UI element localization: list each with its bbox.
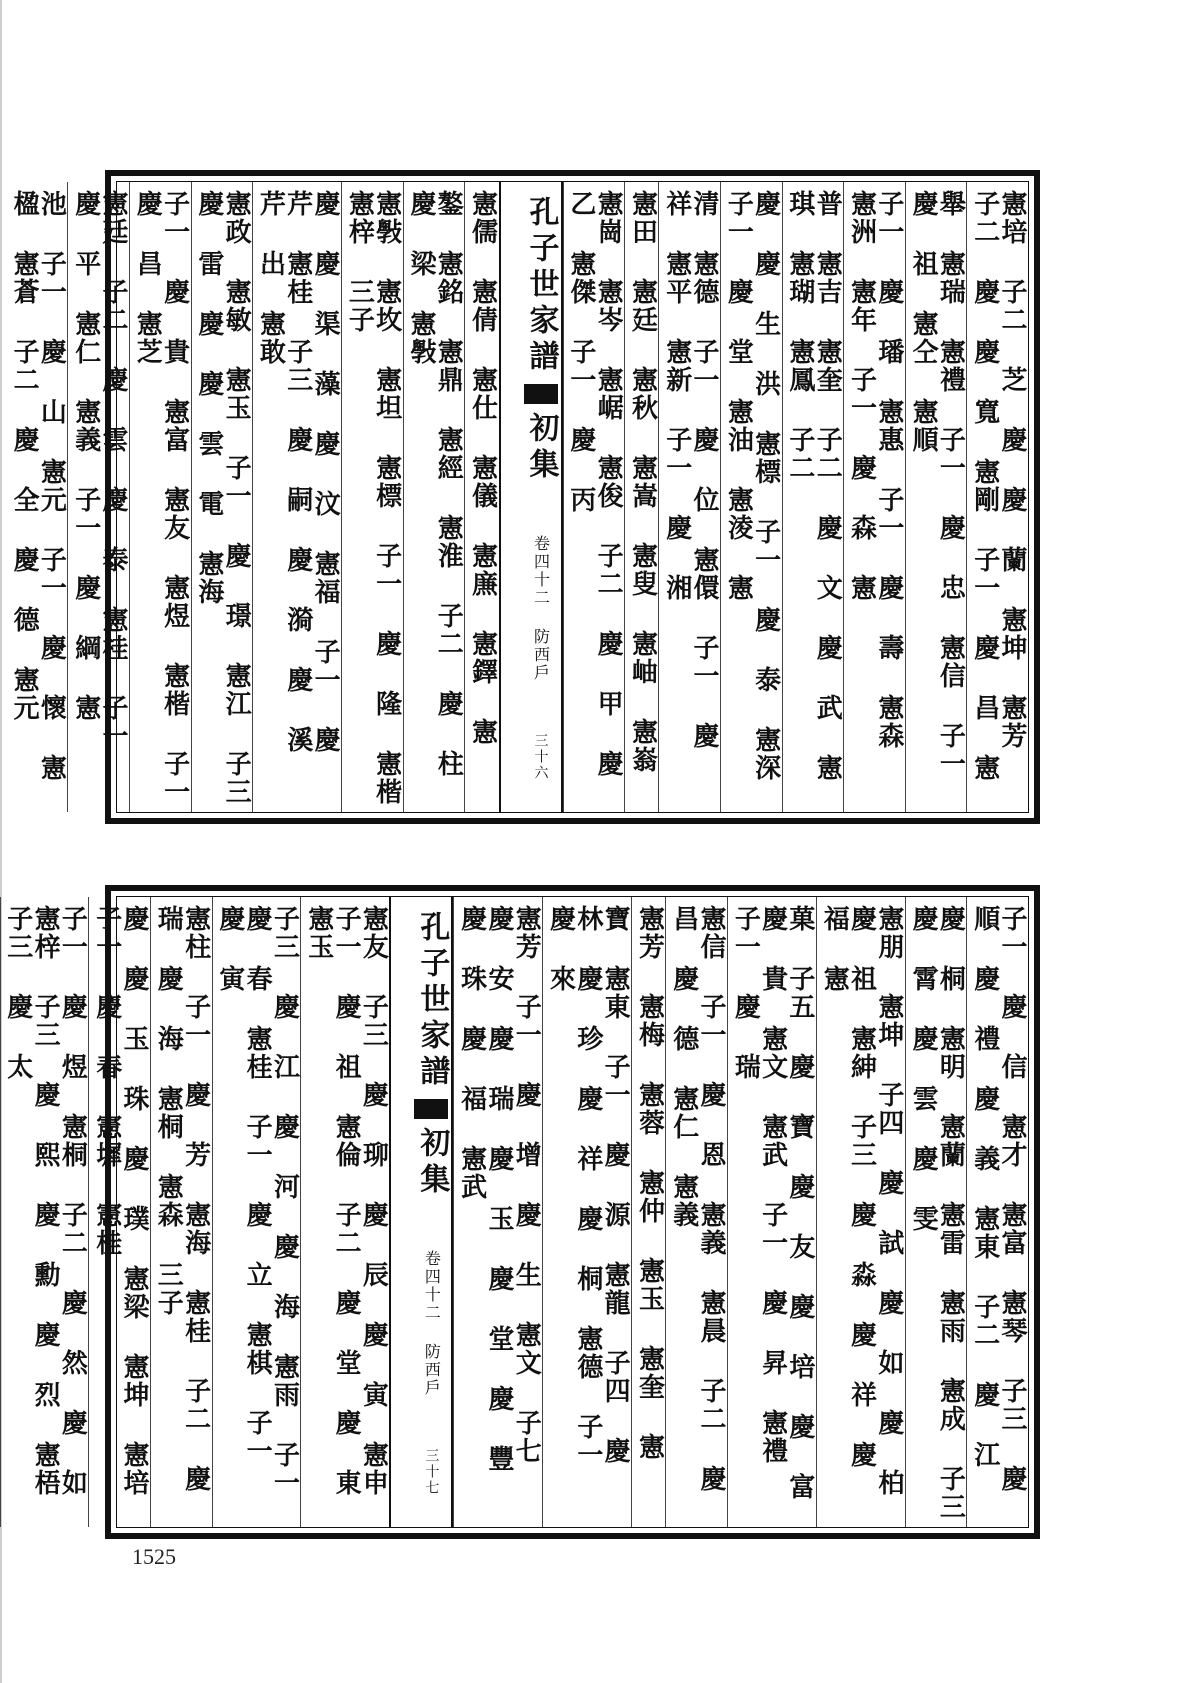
- text-column: 子一 慶 信 憲才 憲富 憲琴 子三 慶 順 慶 禮 慶 義 憲東 子二 慶 江: [966, 897, 1028, 1527]
- text-column: 憲儒 憲倩 憲仕 憲儀 憲㢘 憲鐸 憲: [464, 182, 498, 812]
- text-column: 憲斅 憲坆 憲坦 憲標 子一 慶 隆 憲楷 憲梓 三子: [341, 182, 403, 812]
- text-column: 子一 慶 貴 憲富 憲友 憲煜 憲楷 子一 慶 昌 憲芝: [129, 182, 191, 812]
- text-column: 憲廷 子二 慶 雲 慶 泰 憲桂 子一 慶 平 憲仁 憲義 子一 慶 綱 憲: [67, 182, 129, 812]
- fishtail-marker: [524, 384, 558, 404]
- text-column: 憲柱 子一 慶 芳 憲海 憲桂 子二 慶 瑞 慶 海 憲桐 憲森 三子: [150, 897, 212, 1527]
- genealogy-panel-bottom: [2, 885, 1040, 1539]
- text-column: 憲芳 子一 慶 增 慶 生 憲文 子七 慶 安 慶 瑞 慶 玉 慶 堂 慶 豐 慶 珠 慶 福 憲武: [453, 897, 542, 1527]
- text-column: 憲芳 憲梅 憲蓉 憲仲 憲玉 憲奎 憲: [631, 897, 665, 1527]
- text-column: 寶 憲東 子一 慶 源 憲龍 子四 慶 林 慶 珍 慶 祥 慶 桐 憲德 子一 慶 來: [542, 897, 631, 1527]
- text-column: 清 憲德 子一 慶 位 憲儇 子一 慶 祥 憲平 憲新 子一 慶 湘: [658, 182, 720, 812]
- text-column: 憲政 憲敏 憲玉 子一 慶 璟 憲江 子三 慶 雷 慶 慶 雲 電 憲海: [191, 182, 253, 812]
- edition-label: 初集: [523, 412, 559, 484]
- text-column: 憲信 子一 慶 恩 憲義 憲晨 子二 慶 昌 慶 德 憲仁 憲義: [665, 897, 727, 1527]
- text-column: 慶 慶 渠 藻 慶 汶 憲福 子一 慶 芹 憲桂 子三 慶 嗣 慶 漪 慶 溪 芹 出 憲敢: [252, 182, 341, 812]
- fishtail-marker: [414, 1099, 448, 1119]
- text-column: 慶 慶 生 洪 憲標 子一 慶 泰 憲深 子一 慶 堂 憲油 憲淩 憲: [720, 182, 782, 812]
- text-column: 子一 慶 煜 憲桐 子二 慶 然 慶 如 憲梓 子三 慶 熙 慶 勳 慶 烈 憲梧 子三 慶 太: [0, 897, 88, 1527]
- text-column: 憲朋 憲坤 子四 慶 試 慶 如 慶 柏 慶 祖 憲紳 子三 慶 淼 慶 祥 慶 福 憲: [816, 897, 905, 1527]
- volume-label: 卷四十二 防西戶: [531, 535, 551, 682]
- text-column: 憲崗 憲岑 憲崌 憲俊 子二 慶 甲 慶 乙 憲傑 子一 慶 丙: [563, 182, 625, 812]
- volume-label: 卷四十二 防西戶: [422, 1250, 442, 1397]
- folio-number: 三十七: [423, 1448, 440, 1496]
- genealogy-panel-top: [9, 170, 1040, 824]
- text-column: 子一 慶 璠 憲惠 子一 慶 壽 憲森 憲洲 憲年 子一 慶 森 憲: [843, 182, 905, 812]
- text-column: 子三 慶 江 慶 河 慶 海 憲雨 子一 慶 春 憲桂 子一 慶 立 憲棋 子一 慶 寅: [212, 897, 301, 1527]
- page-number: 1525: [132, 1544, 176, 1569]
- text-column: 憲培 子二 芝 慶 慶 蘭 憲坤 憲芳 子二 慶 慶 寬 憲剛 子一 慶 昌 憲: [966, 182, 1028, 812]
- text-column: 慶 慶 玉 珠 慶 璞 憲梁 憲坤 憲培 子一 慶 春 憲墀 憲桂: [88, 897, 150, 1527]
- folio-number: 三十六: [532, 733, 549, 781]
- center-title-column: [389, 897, 453, 1527]
- center-title-column: [499, 182, 563, 812]
- text-column: 普 憲吉 憲奎 子二 慶 文 慶 武 憲琪 憲瑚 憲鳳 子二: [782, 182, 844, 812]
- edition-label: 初集: [414, 1127, 450, 1199]
- text-column: 慶 桐 憲明 憲蘭 憲雷 憲雨 憲成 子三 慶 霄 慶 雲 慶 雯: [905, 897, 967, 1527]
- text-column: 菓 子五 慶 寶 慶 友 慶 培 慶 富 慶 貴 憲文 憲武 子一 慶 昇 憲禮 子一 慶 瑞: [727, 897, 816, 1527]
- text-column: 憲田 憲廷 憲秋 憲嵩 憲叟 憲岫 憲嵡: [624, 182, 658, 812]
- text-column: 鏊 憲銘 憲鼎 憲經 憲淮 子二 慶 柱 慶 梁 憲斅: [403, 182, 465, 812]
- text-column: 憲友 子三 慶 珋 慶 辰 慶 寅 憲申 子一 慶 祖 憲倫 子二 慶 堂 慶 東 憲玉: [300, 897, 389, 1527]
- book-title: 孔子世家譜: [523, 196, 559, 376]
- text-column: 池 子一 慶 山 憲元 子一 慶 懷 憲楹 憲蒼 子二 慶 全 慶 德 憲元: [9, 190, 67, 782]
- text-column: 舉 憲瑞 憲禮 子一 慶 忠 憲信 子一 慶 祖 憲仝 憲順: [905, 182, 967, 812]
- panel-inner-frame: [2, 896, 1029, 1528]
- book-title: 孔子世家譜: [414, 911, 450, 1091]
- panel-inner-frame: [9, 181, 1029, 813]
